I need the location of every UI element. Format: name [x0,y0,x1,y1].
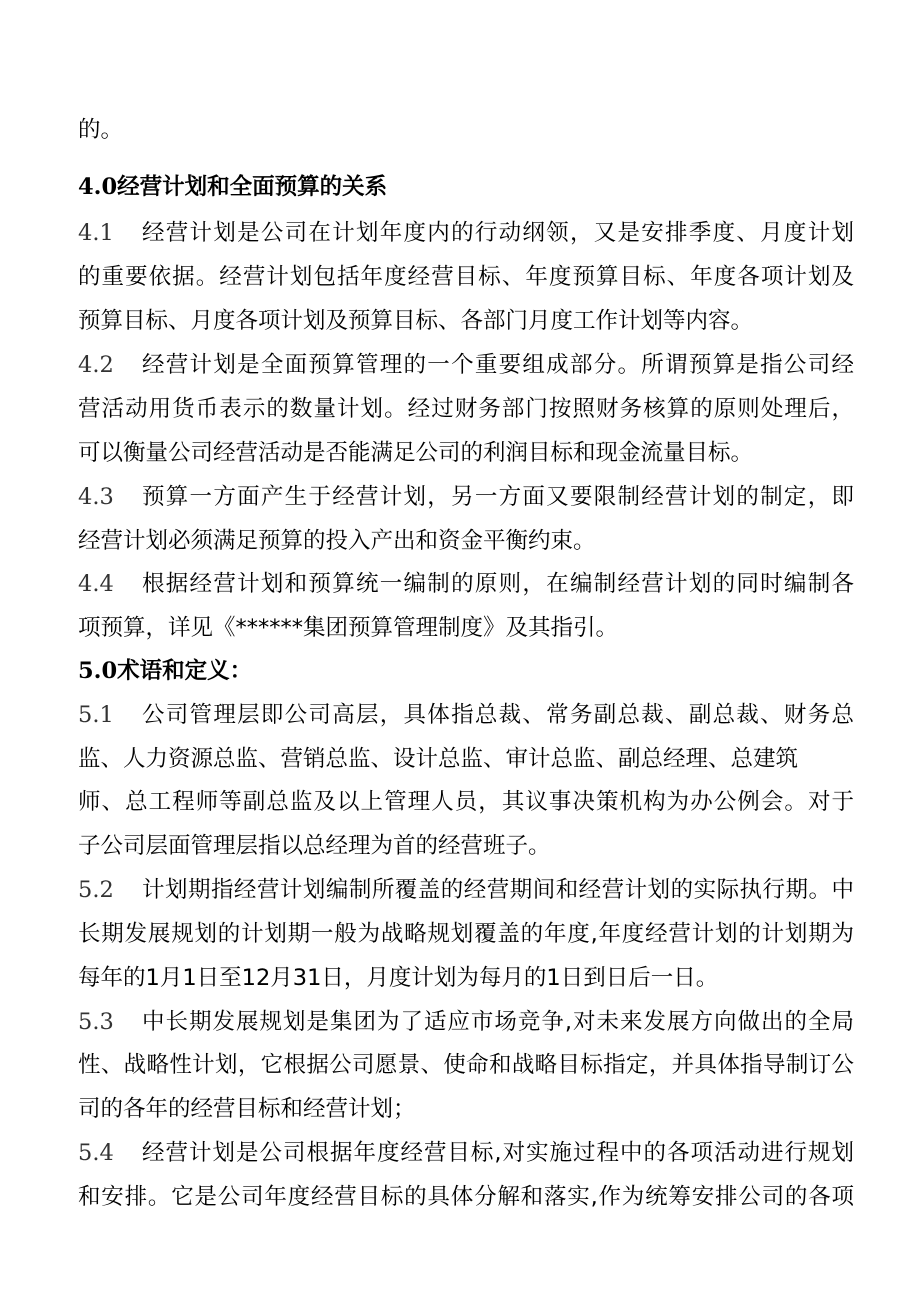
paragraph-5-1-line-3: 师、总工程师等副总监及以上管理人员，其议事决策机构为办公例会。对于 [78,789,854,815]
clause-number: 5.4 [78,1140,114,1166]
paragraph-4-3-line-1 [78,482,854,512]
clause-text: 计划期指经营计划编制所覆盖的经营期间和经营计划的实际执行期。中 [142,877,854,903]
paragraph-4-1-line-1 [78,218,854,248]
clause-number: 4.3 [78,484,114,510]
paragraph-4-4-line-1 [78,569,854,599]
paragraph-5-1-line-2: 监、人力资源总监、营销总监、设计总监、审计总监、副总经理、总建筑 [78,746,799,772]
paragraph-5-1-line-1 [78,700,854,730]
clause-text: 中长期发展规划是集团为了适应市场竞争,对未来发展方向做出的全局 [142,1009,854,1035]
clause-number: 5.1 [78,702,114,728]
paragraph-4-2-line-3: 可以衡量公司经营活动是否能满足公司的利润目标和现金流量目标。 [78,440,754,466]
paragraph-5-1-line-4: 子公司层面管理层指以总经理为首的经营班子。 [78,833,551,859]
clause-number: 4.1 [78,220,114,246]
section-number: 4.0 [78,174,118,200]
section-heading-5 [78,656,252,686]
clause-number: 5.3 [78,1009,114,1035]
paragraph-4-1-line-3: 预算目标、月度各项计划及预算目标、各部门月度工作计划等内容。 [78,308,754,334]
clause-text: 根据经营计划和预算统一编制的原则，在编制经营计划的同时编制各 [142,571,854,597]
section-title: 术语和定义： [117,658,253,684]
clause-number: 4.2 [78,352,114,378]
clause-text: 经营计划是公司根据年度经营目标,对实施过程中的各项活动进行规划 [142,1140,854,1166]
paragraph-4-2-line-1 [78,350,854,380]
paragraph-5-3-line-1 [78,1007,854,1037]
clause-number: 4.4 [78,571,114,597]
paragraph-5-2-line-3: 每年的1月1日至12月31日，月度计划为每月的1日到日后一日。 [78,965,719,991]
paragraph-4-1-line-2: 的重要依据。经营计划包括年度经营目标、年度预算目标、年度各项计划及 [78,264,854,290]
section-title: 经营计划和全面预算的关系 [117,174,388,200]
clause-text: 经营计划是公司在计划年度内的行动纲领，又是安排季度、月度计划 [142,220,854,246]
paragraph-5-2-line-2: 长期发展规划的计划期一般为战略规划覆盖的年度,年度经营计划的计划期为 [78,921,854,947]
paragraph-5-4-line-1 [78,1138,854,1168]
clause-number: 5.2 [78,877,114,903]
paragraph-5-4-line-2: 和安排。它是公司年度经营目标的具体分解和落实,作为统筹安排公司的各项 [78,1184,854,1210]
clause-text: 经营计划是全面预算管理的一个重要组成部分。所谓预算是指公司经 [142,352,854,378]
section-number: 5.0 [78,658,118,684]
paragraph-4-4-line-2: 项预算，详见《******集团预算管理制度》及其指引。 [78,615,619,641]
clause-text: 公司管理层即公司高层，具体指总裁、常务副总裁、副总裁、财务总 [142,702,854,728]
paragraph-5-2-line-1 [78,875,854,905]
section-heading-4 [78,172,387,202]
clause-text: 预算一方面产生于经营计划，另一方面又要限制经营计划的制定，即 [142,484,854,510]
paragraph-5-3-line-2: 性、战略性计划，它根据公司愿景、使命和战略目标指定，并具体指导制订公 [78,1052,854,1078]
paragraph-4-2-line-2: 营活动用货币表示的数量计划。经过财务部门按照财务核算的原则处理后， [78,396,854,422]
text-line: 的。 [78,117,124,143]
paragraph-4-3-line-2: 经营计划必须满足预算的投入产出和资金平衡约束。 [78,528,596,554]
paragraph-5-3-line-3: 司的各年的经营目标和经营计划； [78,1096,416,1122]
